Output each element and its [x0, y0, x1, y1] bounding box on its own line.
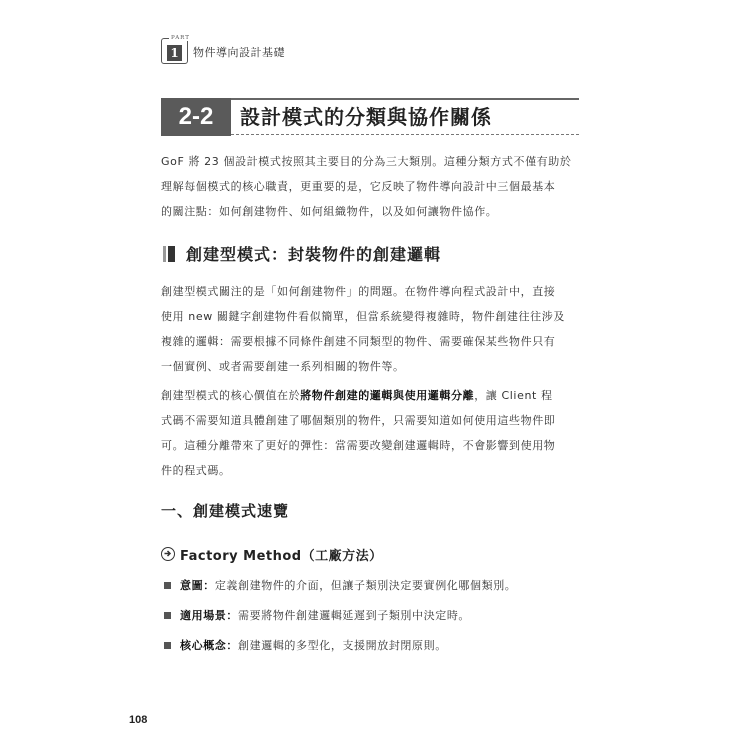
list-item [161, 636, 579, 656]
circle-arrow-icon [161, 547, 175, 561]
part-number: 1 [167, 45, 182, 61]
creational-heading: 創建型模式：封裝物件的創建邏輯 [186, 245, 442, 264]
paragraph-line: 一個實例、或者需要創建一系列相關的物件等。 [161, 360, 405, 373]
section-rule-dashed [231, 134, 579, 135]
heading-bar-icon [161, 246, 175, 262]
factory-method-heading: Factory Method（工廠方法） [180, 549, 383, 564]
list-item [161, 606, 579, 626]
paragraph-line: 可。這種分離帶來了更好的彈性：當需要改變創建邏輯時，不會影響到使用物 [161, 439, 556, 452]
bullet-text [180, 576, 516, 596]
page-number: 108 [129, 714, 148, 726]
bullet-body: 需要將物件創建邏輯延遲到子類別中決定時。 [238, 609, 471, 622]
paragraph-text: 創建型模式的核心價值在於 [161, 389, 301, 402]
bullet-body: 定義創建物件的介面，但讓子類別決定要實例化哪個類別。 [214, 579, 517, 592]
square-bullet-icon [164, 582, 171, 589]
intro-line: 的關注點：如何創建物件、如何組織物件，以及如何讓物件協作。 [161, 205, 498, 218]
emphasis-text: 將物件創建的邏輯與使用邏輯分離 [300, 389, 475, 402]
list-item [161, 576, 579, 596]
paragraph-line: 複雜的邏輯：需要根據不同條件創建不同類型的物件、需要確保某些物件只有 [161, 335, 556, 348]
section-number: 2-2 [161, 98, 231, 136]
paragraph-line: 創建型模式關注的是「如何創建物件」的問題。在物件導向程式設計中，直接 [161, 285, 556, 298]
part-title: 物件導向設計基礎 [193, 46, 285, 59]
creational-paragraph-2 [161, 383, 579, 483]
bullet-separator: ： [226, 609, 239, 622]
bullet-label: 核心概念 [180, 639, 227, 652]
square-bullet-icon [164, 612, 171, 619]
intro-paragraph [161, 149, 579, 224]
bullet-body: 創建邏輯的多型化，支援開放封閉原則。 [238, 639, 447, 652]
paragraph-line: 使用 new 關鍵字創建物件看似簡單，但當系統變得複雜時，物件創建往往涉及 [161, 310, 565, 323]
creational-paragraph-1 [161, 279, 579, 379]
part-badge [161, 38, 188, 64]
bullet-separator: ： [226, 639, 239, 652]
paragraph-line: 件的程式碼。 [161, 464, 231, 477]
bullet-label: 意圖 [180, 579, 204, 592]
paragraph-line [161, 383, 579, 408]
section-rule-top [231, 98, 579, 100]
intro-line: GoF 將 23 個設計模式按照其主要目的分為三大類別。這種分類方式不僅有助於 [161, 155, 572, 168]
section-title: 設計模式的分類與協作關係 [240, 105, 492, 129]
square-bullet-icon [164, 642, 171, 649]
bullet-text [180, 606, 470, 626]
bullet-text [180, 636, 447, 656]
bullet-separator: ： [203, 579, 215, 592]
part-label: PART [171, 35, 190, 41]
intro-line: 理解每個模式的核心職責，更重要的是，它反映了物件導向設計中三個最基本 [161, 180, 556, 193]
paragraph-line: 式碼不需要知道具體創建了哪個類別的物件，只需要知道如何使用這些物件即 [161, 414, 556, 427]
bullet-label: 適用場景 [180, 609, 227, 622]
overview-heading: 一、創建模式速覽 [161, 502, 290, 520]
paragraph-text: ，讓 Client 程 [474, 389, 553, 402]
